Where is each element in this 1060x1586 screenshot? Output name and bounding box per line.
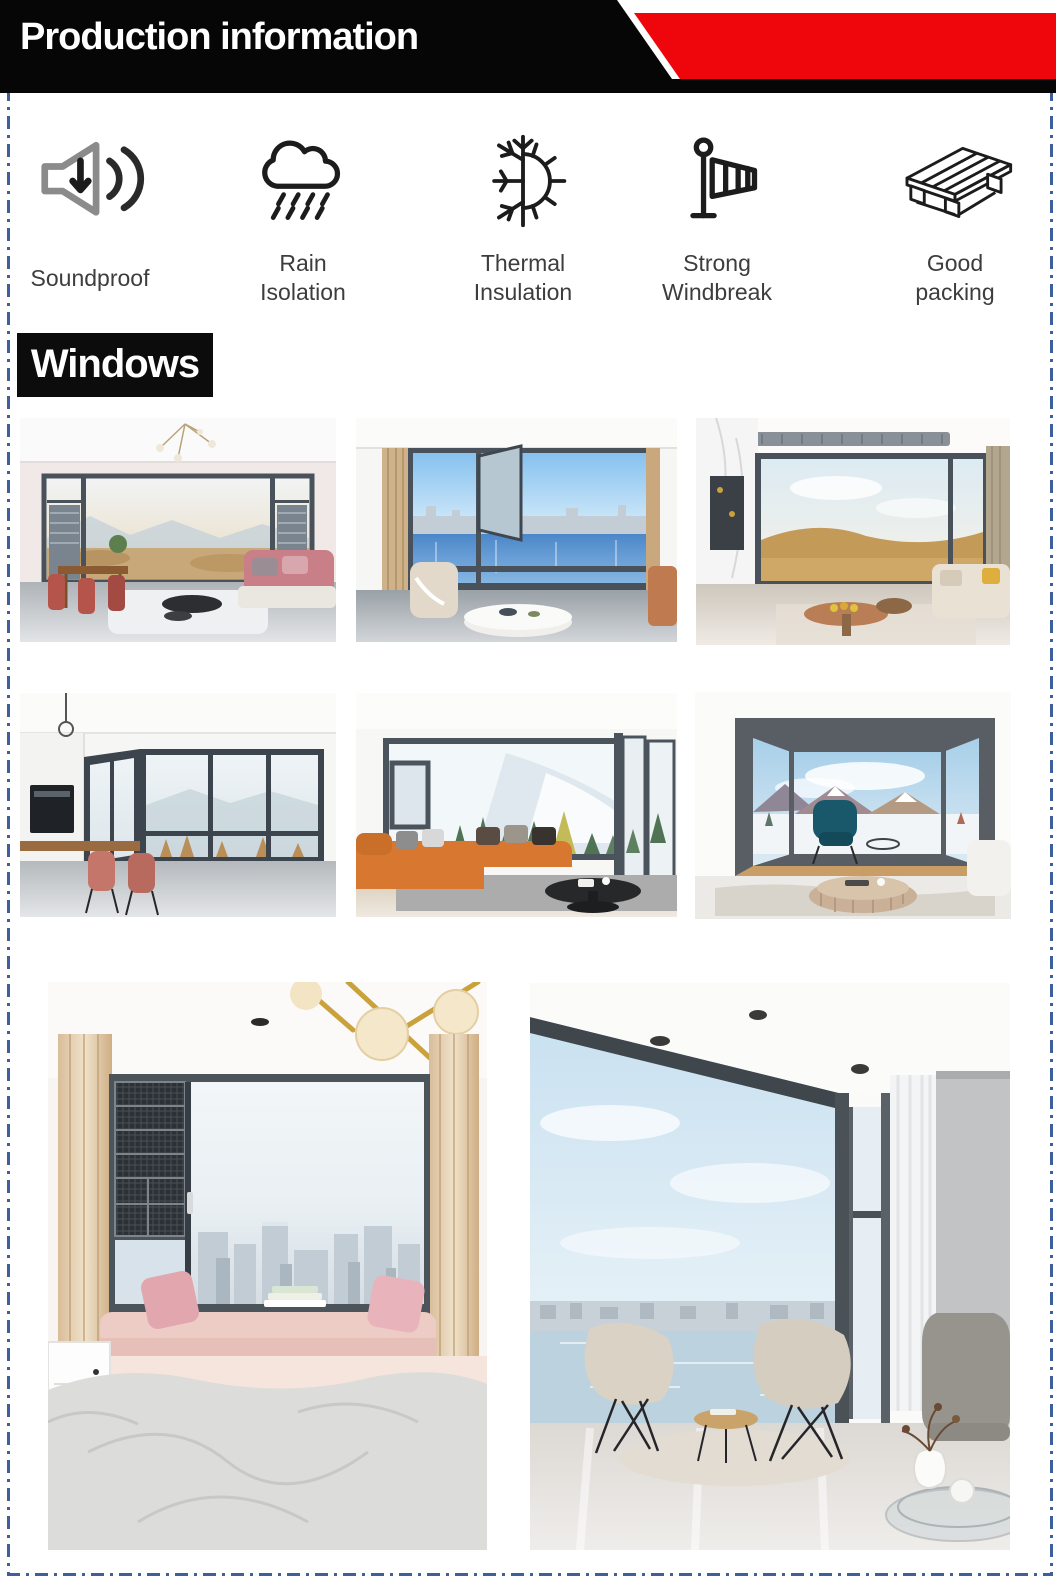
feature-label: Isolation [260, 279, 346, 305]
snowflake-sun-icon [433, 125, 613, 237]
feature-label: Good [926, 250, 984, 276]
muted-speaker-icon [0, 125, 180, 237]
feature-label: Windbreak [662, 279, 772, 305]
feature-label: packing [915, 279, 995, 305]
large-photo-corner-glass-wall [530, 983, 1010, 1550]
window-photo-lake-view [356, 418, 677, 642]
feature-soundproof [0, 125, 180, 309]
feature-rain-isolation [213, 125, 393, 309]
feature-label: Insulation [473, 279, 573, 305]
window-photo-desert-view [696, 418, 1010, 645]
feature-strong-windbreak [627, 125, 807, 309]
header-banner [0, 0, 1060, 93]
feature-good-packing [865, 125, 1045, 309]
feature-thermal-insulation [433, 125, 613, 309]
page-border-right [1050, 88, 1053, 1576]
window-photo-snow-bay [695, 692, 1011, 919]
feature-label: Strong [683, 250, 751, 276]
page-border-left [7, 88, 10, 1576]
window-photo-living-dining [20, 418, 336, 642]
window-photo-corner-kitchen [20, 693, 336, 917]
window-photo-orange-sofa [356, 693, 677, 917]
page-border-bottom [7, 1573, 1053, 1576]
pallet-icon [865, 125, 1045, 237]
windows-section-title [17, 333, 213, 397]
page-title: Production information [20, 16, 419, 58]
section-title-text: Windows [30, 342, 200, 386]
large-photo-bedroom-bay-window [48, 982, 487, 1550]
feature-label: Soundproof [30, 264, 150, 291]
feature-label: Thermal [480, 250, 566, 276]
windsock-icon [627, 125, 807, 237]
rain-cloud-icon [213, 125, 393, 237]
feature-label: Rain [279, 250, 327, 276]
